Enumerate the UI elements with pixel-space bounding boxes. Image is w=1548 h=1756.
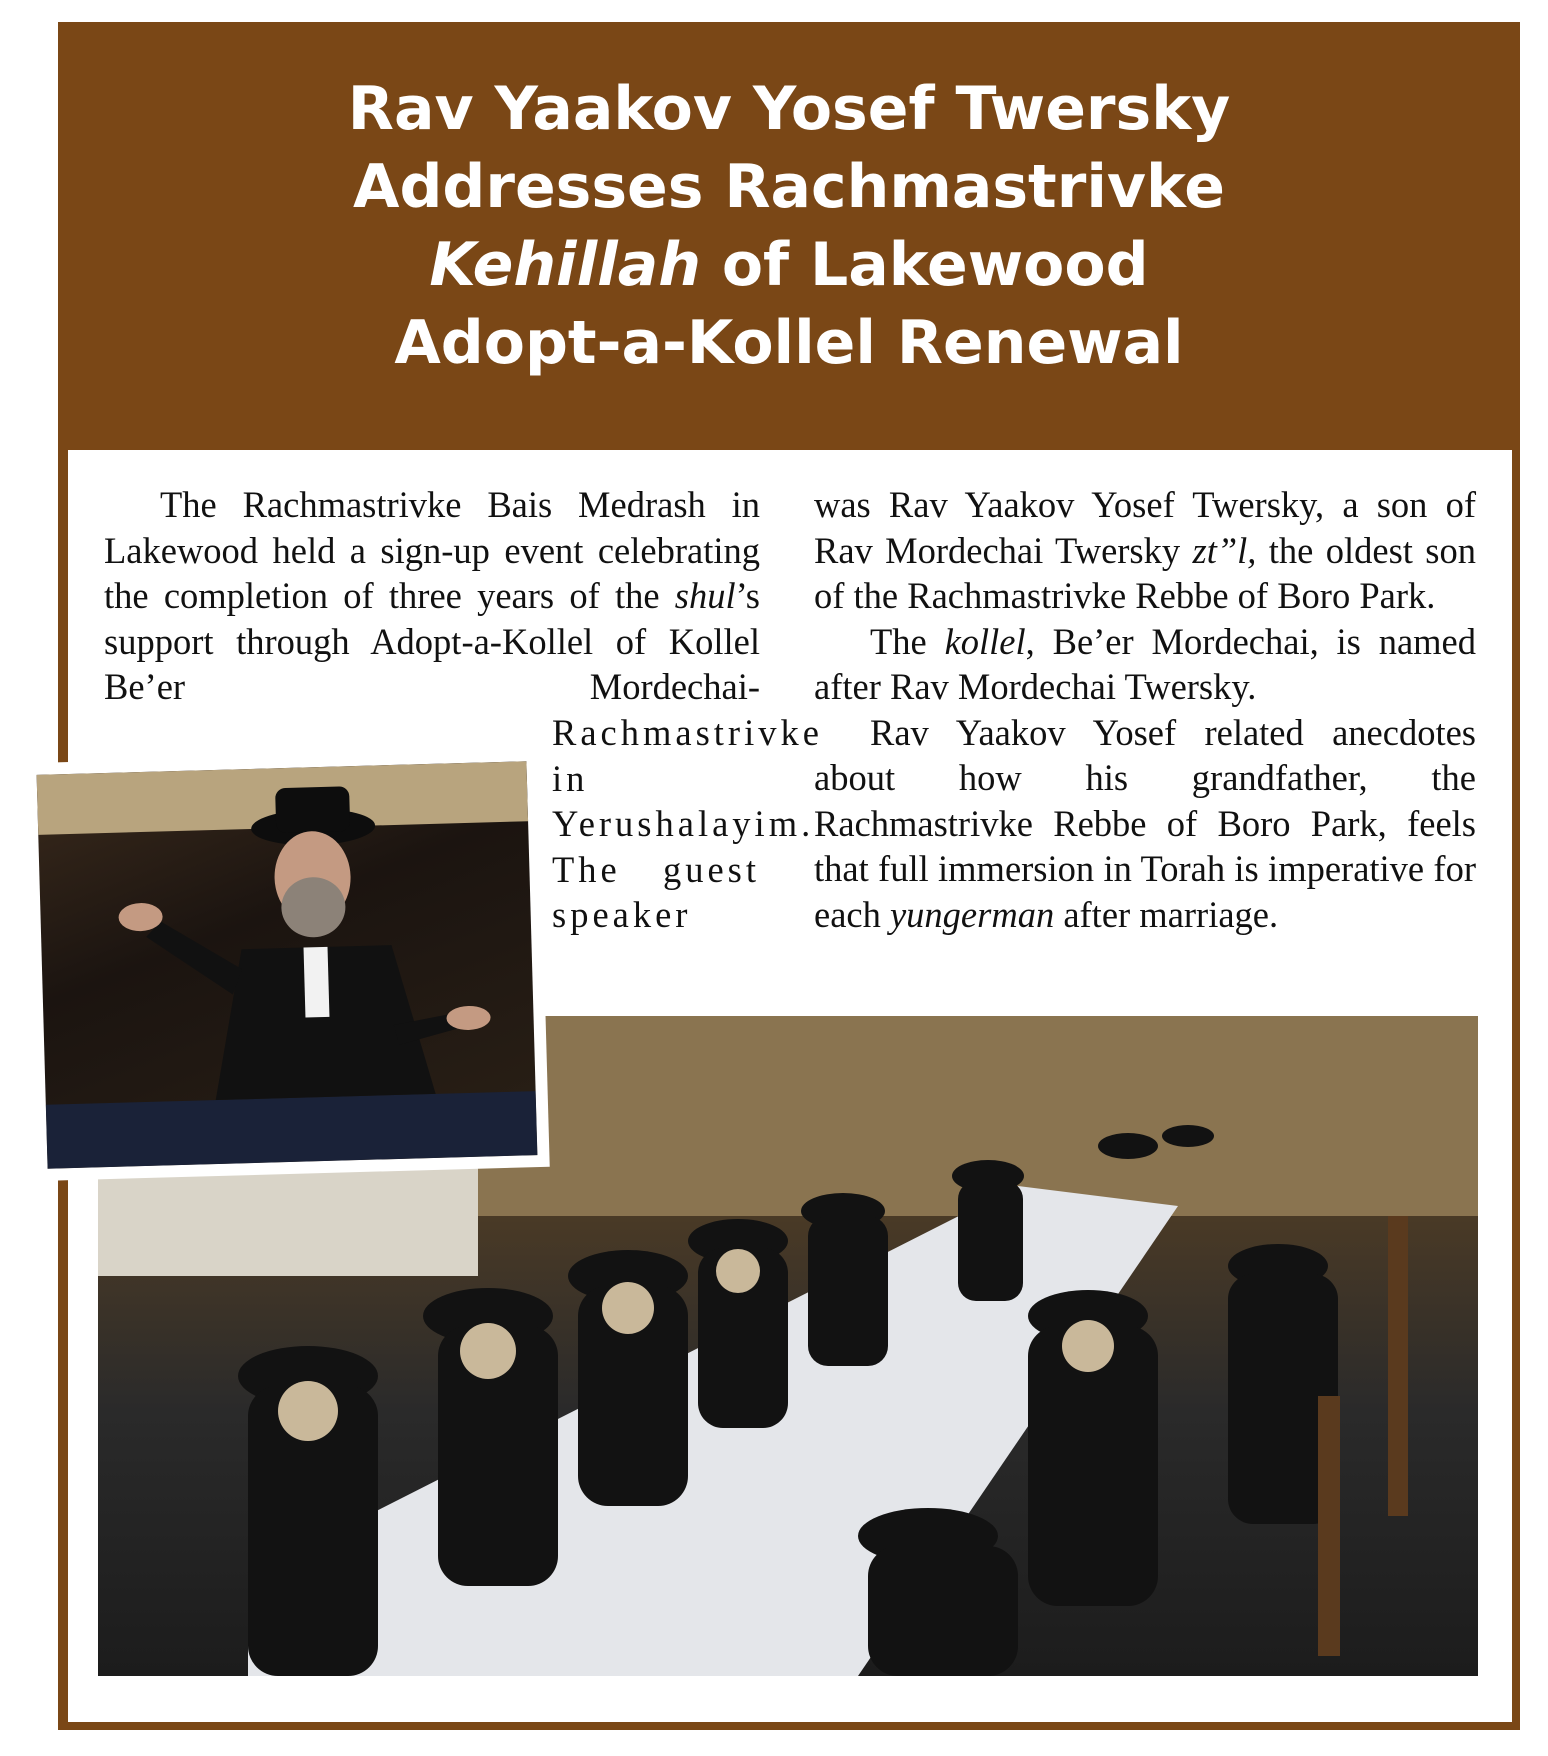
ztl-italic: zt”l, bbox=[1192, 529, 1257, 571]
left-column bbox=[104, 482, 760, 710]
speaker-photo bbox=[24, 749, 549, 1181]
left-column-narrow bbox=[552, 710, 823, 938]
left-paragraph-1 bbox=[104, 482, 760, 710]
right-column bbox=[814, 482, 1476, 937]
right-p1-a: was Rav Yaakov Yosef Twersky, a son of Rav Mordechai Twersky bbox=[814, 484, 1476, 571]
buffet-table bbox=[98, 1166, 478, 1276]
headline-line-4: Adopt-a-Kollel Renewal bbox=[394, 308, 1184, 378]
right-paragraph-2 bbox=[814, 619, 1476, 710]
left-text-narrow: Rachmastrivke in Yerushalayim. The guest speaker bbox=[552, 712, 823, 935]
kollel-italic: kollel bbox=[944, 620, 1026, 662]
right-p2-a: The bbox=[870, 620, 945, 662]
speaker-photo-image bbox=[37, 761, 538, 1169]
headline-line-2: Addresses Rachmastrivke bbox=[353, 152, 1225, 222]
headline-line-3-rest: of Lakewood bbox=[700, 230, 1149, 300]
left-text-a: The Rachmastrivke Bais Medrash in Lakewood held a sign-up event celebrating the completion of three years of the bbox=[104, 484, 760, 616]
right-p2-b: , Be’er Mordechai, is named after Rav Mordechai Twersky. bbox=[814, 620, 1477, 707]
right-paragraph-1 bbox=[814, 482, 1476, 619]
left-text-b: ’s support through Adopt-a-Kollel of Kollel Be’er Mordechai- bbox=[104, 575, 760, 707]
headline bbox=[58, 70, 1520, 382]
right-p3-a: Rav Yaakov Yosef related anecdotes about how his grandfather, the Rachmastrivke Rebbe of Boro Park, feels that full immersion in Torah is imperative for each bbox=[814, 711, 1476, 935]
right-p1-b: the oldest son of the Rachmastrivke Rebbe of Boro Park. bbox=[814, 529, 1476, 616]
headline-kehillah: Kehillah bbox=[429, 230, 701, 300]
shul-italic: shul bbox=[674, 575, 736, 616]
speaker-illustration bbox=[37, 761, 538, 1169]
chairs bbox=[1318, 1216, 1408, 1656]
yungerman-italic: yungerman bbox=[889, 893, 1055, 935]
right-paragraph-3 bbox=[814, 710, 1476, 938]
headline-line-3 bbox=[58, 226, 1520, 304]
headline-line-1: Rav Yaakov Yosef Twersky bbox=[347, 74, 1231, 144]
right-p3-b: after marriage. bbox=[1054, 893, 1279, 935]
